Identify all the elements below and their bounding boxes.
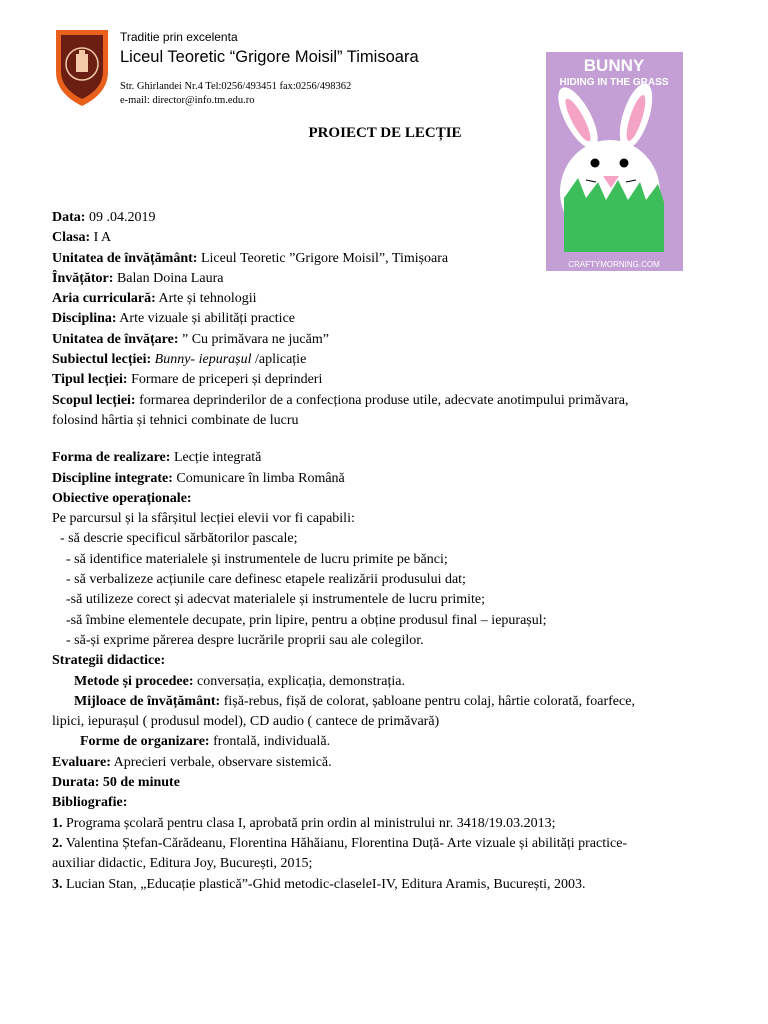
obiectiv-item: - să descrie specificul sărbătorilor pascale;	[60, 531, 298, 547]
school-name: Liceul Teoretic “Grigore Moisil” Timisoara	[120, 48, 419, 66]
field-subiectul: Subiectul lecției: Bunny- iepurașul /aplicație	[52, 352, 307, 368]
obiectiv-item: -să utilizeze corect și adecvat materialele și instrumentele de lucru primite;	[66, 592, 486, 608]
image-credit: CRAFTYMORNING.COM	[568, 260, 660, 269]
obiectiv-item: -să îmbine elementele decupate, prin lipire, pentru a obține produsul final – iepurașul;	[66, 612, 547, 628]
field-unitatea-invatare: Unitatea de învățare: ” Cu primăvara ne jucăm”	[52, 331, 329, 347]
field-tipul: Tipul lecției: Formare de priceperi și deprinderi	[52, 372, 323, 388]
field-forma: Forma de realizare: Lecție integrată	[52, 450, 262, 466]
bibliografie-item: 3. Lucian Stan, „Educație plastică”-Ghid metodic-claseleI-IV, Editura Aramis, București, 2003.	[52, 876, 586, 892]
field-metode: Metode și procedee: conversația, explicația, demonstrația.	[74, 673, 405, 689]
lesson-content	[52, 208, 692, 895]
school-motto: Traditie prin excelenta	[120, 30, 238, 44]
image-heading-1: BUNNY	[583, 56, 645, 75]
obiective-intro: Pe parcursul și la sfârșitul lecției elevii vor fi capabili:	[52, 511, 355, 527]
obiective-heading: Obiective operaționale:	[52, 490, 192, 506]
field-aria: Aria curriculară: Arte și tehnologii	[52, 291, 257, 307]
field-mijloace-cont: lipici, iepurașul ( produsul model), CD audio ( cantece de primăvară)	[52, 714, 440, 730]
field-invatator: Învățător: Balan Doina Laura	[52, 270, 224, 286]
field-data: Data: 09 .04.2019	[52, 210, 156, 225]
field-scopul-cont: folosind hârtia și tehnici combinate de lucru	[52, 412, 299, 428]
bibliografie-item: 2. Valentina Ștefan-Cărădeanu, Florentina Hăhăianu, Florentina Duță- Arte vizuale și abilități practice-	[52, 835, 628, 851]
field-disciplina: Disciplina: Arte vizuale și abilități practice	[52, 311, 296, 327]
bibliografie-item-cont: auxiliar didactic, Editura Joy, București, 2015;	[52, 856, 313, 872]
field-discipline-integrate: Discipline integrate: Comunicare în limba Română	[52, 470, 345, 486]
school-address-line: Str. Ghirlandei Nr.4 Tel:0256/493451 fax:0256/498362	[120, 81, 352, 92]
field-forme-organizare: Forme de organizare: frontală, individuală.	[80, 734, 331, 750]
field-unitatea: Unitatea de învățământ: Liceul Teoretic ”Grigore Moisil”, Timișoara	[52, 250, 449, 266]
obiectiv-item: - să identifice materialele și instrumentele de lucru primite pe bănci;	[66, 551, 448, 567]
school-logo	[52, 26, 112, 108]
field-clasa: Clasa: I A	[52, 230, 112, 246]
obiectiv-item: - să-și exprime părerea despre lucrările proprii sau ale colegilor.	[66, 632, 424, 648]
strategii-heading: Strategii didactice:	[52, 653, 166, 669]
obiectiv-item: - să verbalizeze acțiunile care definesc etapele realizării produsului dat;	[66, 572, 466, 588]
school-address	[120, 80, 351, 108]
field-durata: Durata: 50 de minute	[52, 775, 180, 791]
image-heading-2: HIDING IN THE GRASS	[559, 77, 669, 88]
field-mijloace: Mijloace de învățământ: fișă-rebus, fișă de colorat, șabloane pentru colaj, hârtie colorată, foarfece,	[74, 693, 635, 709]
field-scopul: Scopul lecției: formarea deprinderilor de a confecționa produse utile, adecvate anotimpului primăvara,	[52, 392, 629, 408]
field-evaluare: Evaluare: Aprecieri verbale, observare sistemică.	[52, 754, 332, 770]
bibliografie-heading: Bibliografie:	[52, 795, 128, 811]
bibliografie-item: 1. Programa școlară pentru clasa I, aprobată prin ordin al ministrului nr. 3418/19.03.2013;	[52, 815, 556, 831]
school-email: e-mail: director@info.tm.edu.ro	[120, 95, 255, 106]
page-title: PROIECT DE LECȚIE	[308, 125, 462, 141]
